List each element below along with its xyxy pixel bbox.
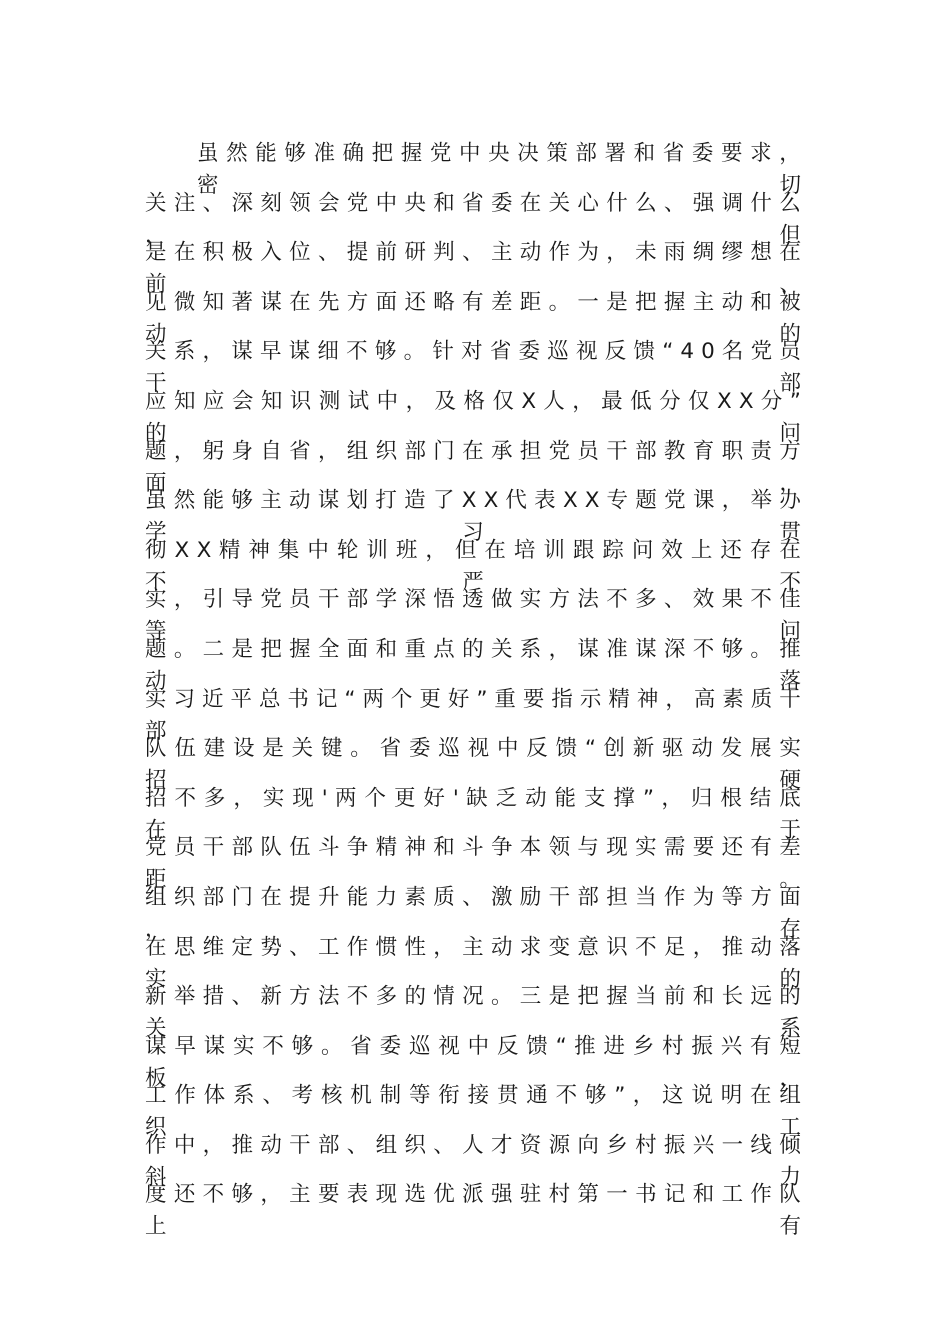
paragraph-line-10: 实 ， 引 导 党 员 干 部 学 深 悟 透 做 实 方 法 不 多 、 效 果 不 佳 等 问	[145, 587, 801, 645]
paragraph-line-20: 工 作 体 系 、 考 核 机 制 等 衔 接 贯 通 不 够 ” ， 这 说 明 在 组 织 工	[145, 1083, 801, 1141]
paragraph-line-9: 彻 X X 精 神 集 中 轮 训 班 ， 但 在 培 训 跟 踪 问 效 上 还 存 在 不 严 不	[145, 537, 801, 595]
paragraph-line-6: 应 知 应 会 知 识 测 试 中 ， 及 格 仅 X 人 ， 最 低 分 仅 X X 分 ” 的 问	[145, 388, 801, 446]
paragraph-line-3: 是 在 积 极 入 位 、 提 前 研 判 、 主 动 作 为 ， 未 雨 绸 缪 想 在 前 、	[145, 240, 801, 298]
paragraph-line-14: 招 不 多 ， 实 现 ' 两 个 更 好 ' 缺 乏 动 能 支 撑 ” ， 归 根 结 底 在 于	[145, 785, 801, 843]
paragraph-line-19: 谋 早 谋 实 不 够 。 省 委 巡 视 中 反 馈 “ 推 进 乡 村 振 兴 有 短 板 ，	[145, 1033, 801, 1091]
paragraph-line-11: 题 。 二 是 把 握 全 面 和 重 点 的 关 系 ， 谋 准 谋 深 不 够 。 推 动 落	[145, 636, 801, 694]
paragraph-line-13: 队 伍 建 设 是 关 键 。 省 委 巡 视 中 反 馈 “ 创 新 驱 动 发 展 实 招 硬	[145, 736, 801, 794]
paragraph-line-22: 度 还 不 够 ， 主 要 表 现 选 优 派 强 驻 村 第 一 书 记 和 工 作 队 上 有	[145, 1182, 801, 1240]
paragraph-line-17: 在 思 维 定 势 、 工 作 惯 性 ， 主 动 求 变 意 识 不 足 ， 推 动 落 实 的	[145, 934, 801, 992]
paragraph-line-2: 关 注 、 深 刻 领 会 党 中 央 和 省 委 在 关 心 什 么 、 强 调 什 么 ， 但	[145, 190, 801, 248]
paragraph-line-8: 虽 然 能 够 主 动 谋 划 打 造 了 X X 代 表 X X 专 题 党 课 ， 举 办 学 习 贯	[145, 488, 801, 546]
paragraph-line-21: 作 中 ， 推 动 干 部 、 组 织 、 人 才 资 源 向 乡 村 振 兴 一 线 倾 斜 力	[145, 1132, 801, 1190]
paragraph-line-7: 题 ， 躬 身 自 省 ， 组 织 部 门 在 承 担 党 员 干 部 教 育 职 责 方 面 ，	[145, 438, 801, 496]
paragraph-line-5: 关 系 ， 谋 早 谋 细 不 够 。 针 对 省 委 巡 视 反 馈 “ 4 0 名 党 员 干 部	[145, 339, 801, 397]
paragraph-line-1: 虽 然 能 够 准 确 把 握 党 中 央 决 策 部 署 和 省 委 要 求 ， 密 切	[197, 141, 801, 198]
paragraph-line-12: 实 习 近 平 总 书 记 “ 两 个 更 好 ” 重 要 指 示 精 神 ， 高 素 质 干 部	[145, 686, 801, 744]
paragraph-line-18: 新 举 措 、 新 方 法 不 多 的 情 况 。 三 是 把 握 当 前 和 长 远 的 关 系	[145, 984, 801, 1042]
paragraph-line-15: 党 员 干 部 队 伍 斗 争 精 神 和 斗 争 本 领 与 现 实 需 要 还 有 差 距 。	[145, 835, 801, 893]
paragraph-line-4: 见 微 知 著 谋 在 先 方 面 还 略 有 差 距 。 一 是 把 握 主 动 和 被 动 的	[145, 289, 801, 347]
paragraph-line-16: 组 织 部 门 在 提 升 能 力 素 质 、 激 励 干 部 担 当 作 为 等 方 面 ， 存	[145, 884, 801, 942]
body-paragraph	[145, 138, 801, 1240]
